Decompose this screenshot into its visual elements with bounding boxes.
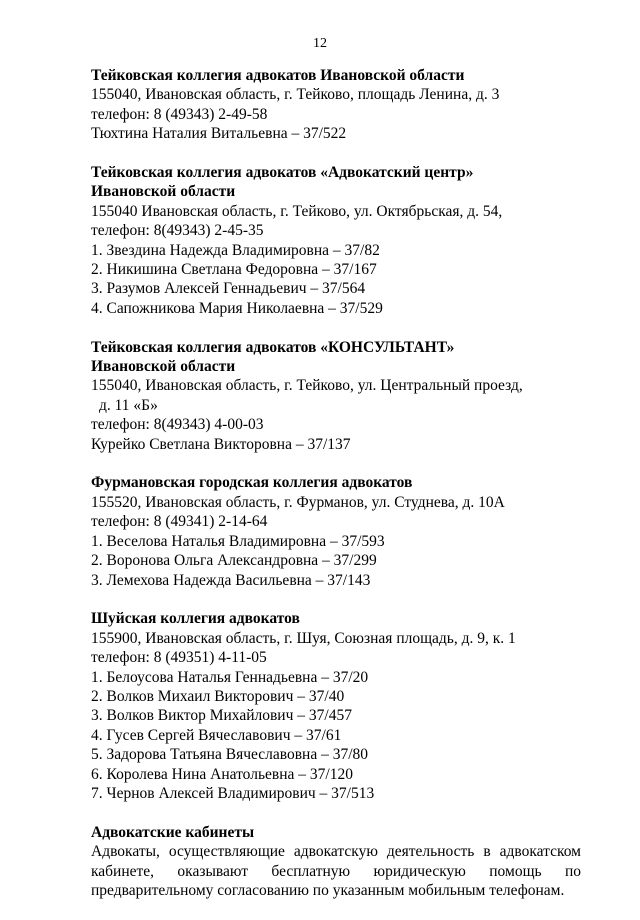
section-heading: Фурмановская городская коллегия адвокатов xyxy=(91,474,413,492)
member-item: 2. Никишина Светлана Федоровна – 37/167 xyxy=(91,261,377,279)
section-heading: Шуйская коллегия адвокатов xyxy=(91,610,300,628)
phone-line: телефон: 8 (49343) 2-49-58 xyxy=(91,105,268,123)
phone-line: телефон: 8 (49351) 4-11-05 xyxy=(91,649,267,667)
section-heading: Тейковская коллегия адвокатов Ивановской области xyxy=(91,67,465,84)
member-item: 7. Чернов Алексей Владимирович – 37/513 xyxy=(91,784,375,802)
document-body xyxy=(91,66,581,920)
member-item: Тюхтина Наталия Витальевна – 37/522 xyxy=(91,125,347,143)
member-item: 1. Звездина Надежда Владимировна – 37/82 xyxy=(91,241,380,259)
address-line: 155900, Ивановская область, г. Шуя, Союзная площадь, д. 9, к. 1 xyxy=(91,629,516,647)
member-item: 3. Разумов Алексей Геннадьевич – 37/564 xyxy=(91,280,366,298)
member-item: 3. Волков Виктор Михайлович – 37/457 xyxy=(91,707,352,725)
bar-association-section xyxy=(91,163,581,318)
address-line: 155040, Ивановская область, г. Тейково, площадь Ленина, д. 3 xyxy=(91,86,500,104)
bar-association-section xyxy=(91,66,581,144)
member-item: 5. Задорова Татьяна Вячеславовна – 37/80 xyxy=(91,746,369,764)
section-heading: Адвокатские кабинеты xyxy=(91,823,255,841)
address-line: 155520, Ивановская область, г. Фурманов, ул. Студнева, д. 10А xyxy=(91,493,505,511)
section-heading: Ивановской области xyxy=(91,183,236,201)
bar-association-section xyxy=(91,473,581,589)
section-heading: Тейковская коллегия адвокатов «КОНСУЛЬТАНТ» xyxy=(91,338,455,356)
page-number: 12 xyxy=(313,36,327,51)
bar-association-section xyxy=(91,609,581,803)
phone-line: телефон: 8 (49341) 2-14-64 xyxy=(91,513,268,531)
member-item: 1. Веселова Наталья Владимировна – 37/593 xyxy=(91,532,385,550)
cabinets-paragraph: Адвокаты, осуществляющие адвокатскую деятельность в адвокатском кабинете, оказывают бесплатную юридическую помощь по предварительному согласованию по указанным мобильным телефонам. xyxy=(91,843,581,899)
member-item: Курейко Светлана Викторовна – 37/137 xyxy=(91,435,351,453)
address-line: 155040, Ивановская область, г. Тейково, ул. Центральный проезд, xyxy=(91,377,523,395)
section-heading: Тейковская коллегия адвокатов «Адвокатский центр» xyxy=(91,164,474,182)
member-item: 2. Воронова Ольга Александровна – 37/299 xyxy=(91,552,377,570)
bar-association-section xyxy=(91,338,581,454)
member-item: 4. Сапожникова Мария Николаевна – 37/529 xyxy=(91,299,383,317)
phone-line: телефон: 8(49343) 2-45-35 xyxy=(91,222,264,240)
member-item: 3. Лемехова Надежда Васильевна – 37/143 xyxy=(91,571,371,589)
address-line: 155040 Ивановская область, г. Тейково, ул. Октябрьская, д. 54, xyxy=(91,202,503,220)
member-item: 4. Гусев Сергей Вячеславович – 37/61 xyxy=(91,726,342,744)
address-line: д. 11 «Б» xyxy=(99,396,158,414)
advocate-cabinets-section xyxy=(91,823,581,901)
member-item: 2. Волков Михаил Викторович – 37/40 xyxy=(91,687,345,705)
phone-line: телефон: 8(49343) 4-00-03 xyxy=(91,416,264,434)
member-item: 6. Королева Нина Анатольевна – 37/120 xyxy=(91,765,353,783)
member-item: 1. Белоусова Наталья Геннадьевна – 37/20 xyxy=(91,668,369,686)
section-heading: Ивановской области xyxy=(91,358,236,376)
